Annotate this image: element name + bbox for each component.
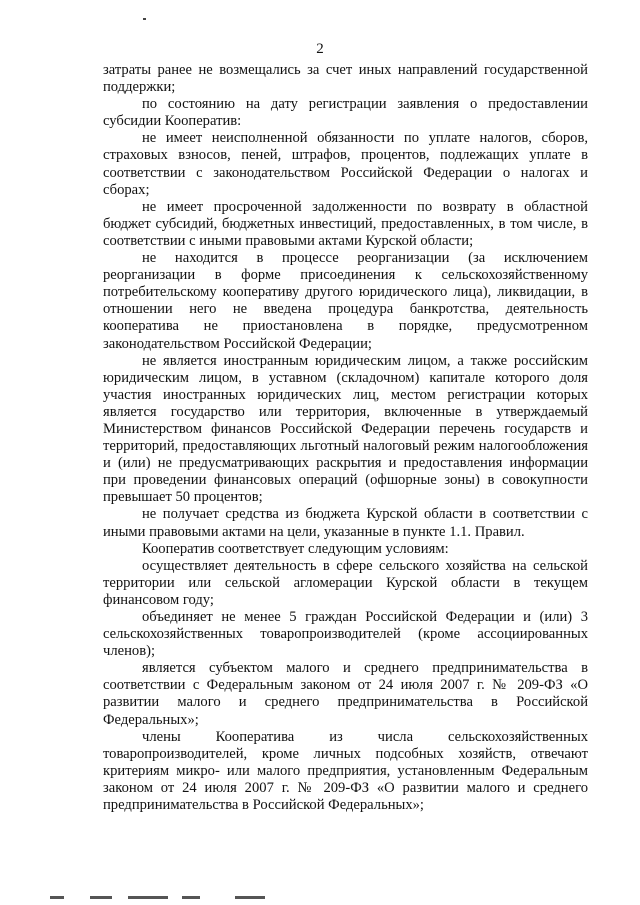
paragraph-agricultural-activity: осуществляет деятельность в сфере сельского хозяйства на сельской территории или сельской агломерации Курской области в текущем финансовом году; — [103, 557, 588, 608]
document-body — [103, 62, 588, 814]
page-number: 2 — [316, 41, 324, 57]
paragraph-no-tax-obligations: не имеет неисполненной обязанности по уплате налогов, сборов, страховых взносов, пеней, штрафов, процентов, подлежащих уплате в соответствии с законодательством Российской Федерации о налогах и сборах; — [103, 130, 588, 198]
paragraph-not-in-reorganization: не находится в процессе реорганизации (за исключением реорганизации в форме присоединения к сельскохозяйственному потребительскому кооперативу другого юридического лица), ликвидации, в отношении него не введена процедура банкротства, деятельность кооператива не приостановлена в порядке, предусмотренном законодательством Российской Федерации; — [103, 250, 588, 352]
paragraph-members-criteria: члены Кооператива из числа сельскохозяйственных товаропроизводителей, кроме личных подсобных хозяйств, отвечают критериям микро- или малого предприятия, установленным Федеральным законом от 24 июля 2007 г. № 209-ФЗ «О развитии малого и среднего предпринимательства в Российской Федеральных»; — [103, 728, 588, 814]
paragraph-membership-minimum: объединяет не менее 5 граждан Российской Федерации и (или) 3 сельскохозяйственных товаропроизводителей (кроме ассоциированных членов); — [103, 609, 588, 660]
paragraph-registration-date-status: по состоянию на дату регистрации заявления о предоставлении субсидии Кооператив: — [103, 96, 588, 130]
paragraph-cooperative-conditions: Кооператив соответствует следующим условиям: — [142, 540, 449, 557]
paragraph-no-overdue-debt: не имеет просроченной задолженности по возврату в областной бюджет субсидий, бюджетных инвестиций, предоставленных, в том числе, в соответствии с иными правовыми актами Курской области; — [103, 198, 588, 249]
paragraph-expenses-not-reimbursed: затраты ранее не возмещались за счет иных направлений государственной поддержки; — [103, 62, 588, 96]
scan-footer-artifacts — [30, 896, 590, 900]
paragraph-not-foreign-entity: не является иностранным юридическим лицом, а также российским юридическим лицом, в уставном (складочном) капитале которого доля участия иностранных юридических лиц, местом регистрации которых является государство или территория, включенные в утверждаемый Министерством финансов Российской Федерации перечень государств и территорий, предоставляющих льготный налоговый режим налогообложения и (или) не предусматривающих раскрытия и предоставления информации при проведении финансовых операций (офшорные зоны) в совокупности превышает 50 процентов; — [103, 352, 588, 506]
paragraph-no-regional-budget-funds: не получает средства из бюджета Курской области в соответствии с иными правовыми актами на цели, указанные в пункте 1.1. Правил. — [103, 506, 588, 540]
scan-speck — [143, 18, 146, 20]
paragraph-small-business-status: является субъектом малого и среднего предпринимательства в соответствии с Федеральным законом от 24 июля 2007 г. № 209-ФЗ «О развитии малого и среднего предпринимательства в Российской Федеральных»; — [103, 660, 588, 728]
